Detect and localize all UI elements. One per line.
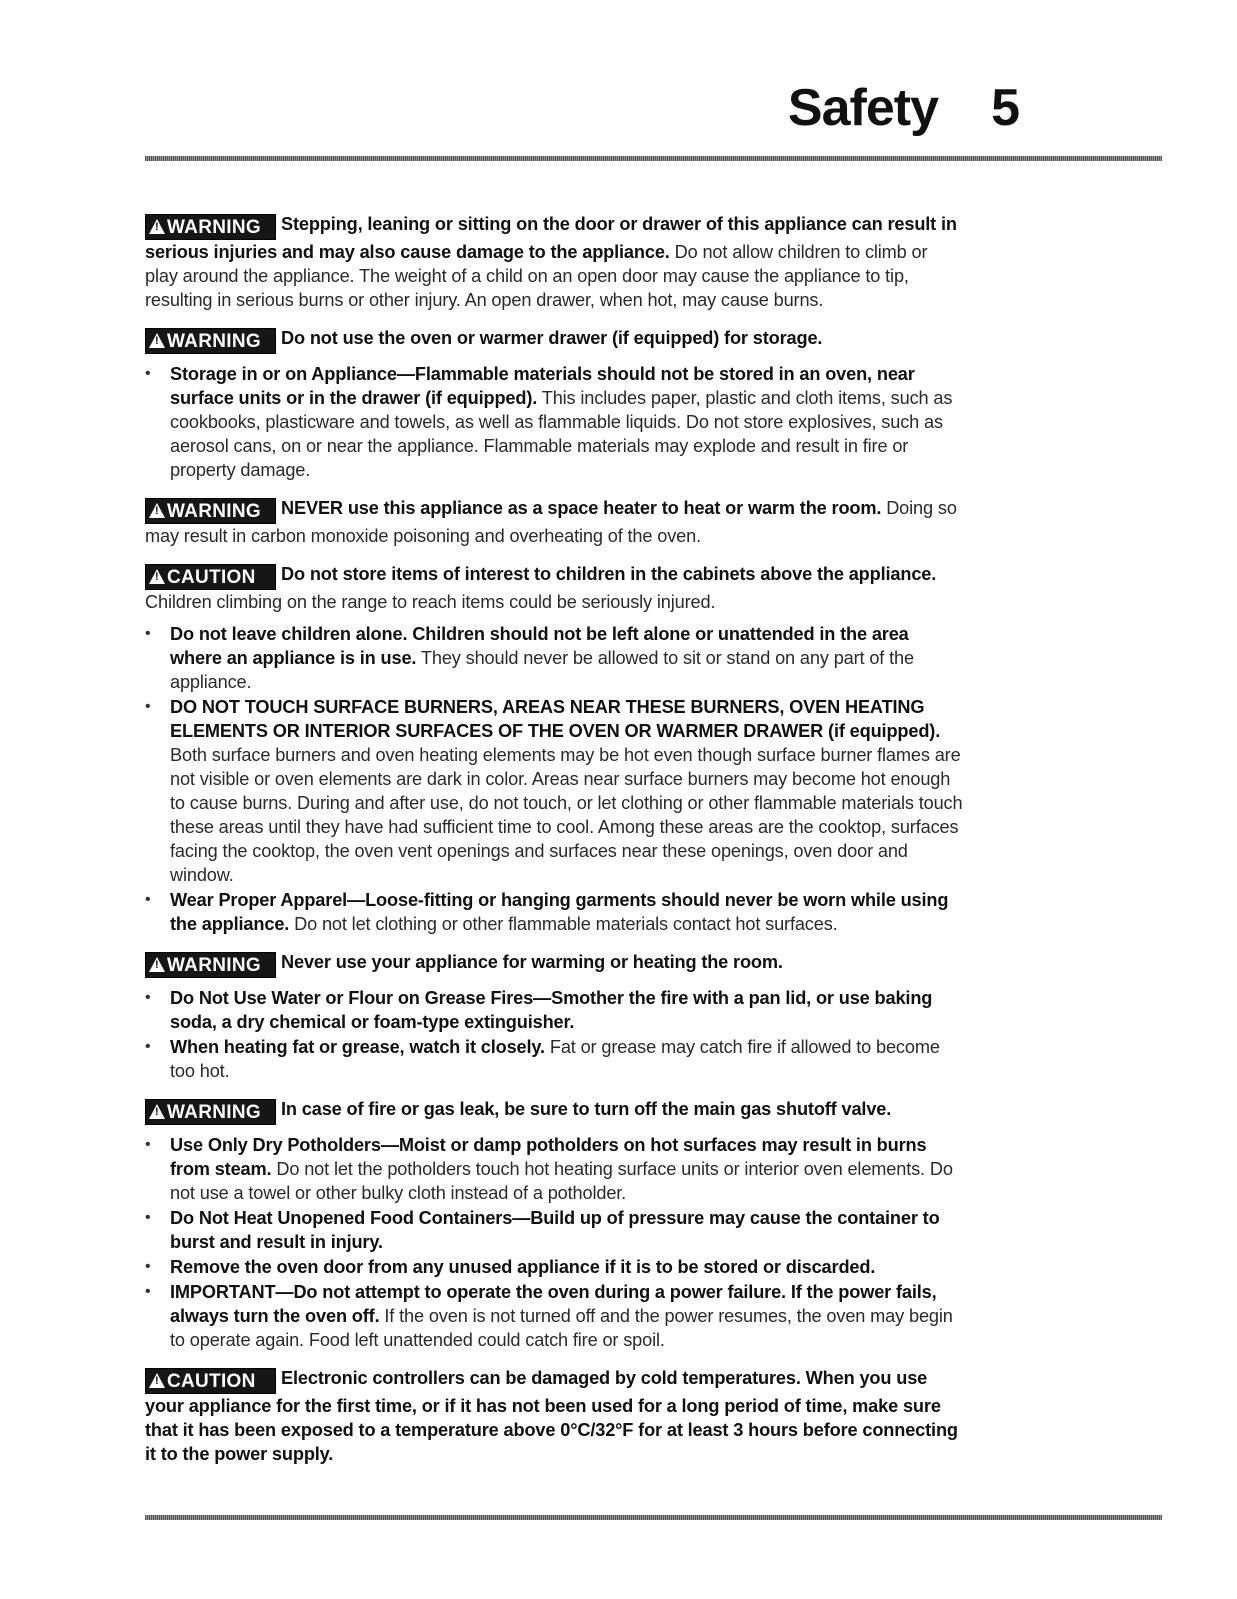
alert-triangle-icon — [149, 503, 165, 518]
warning-label: !WARNING — [145, 328, 276, 354]
alert-triangle-icon — [149, 569, 165, 584]
list-item: • Remove the oven door from any unused appliance if it is to be stored or discarded. — [145, 1255, 963, 1279]
block-lead — [145, 950, 963, 978]
block-text: Children climbing on the range to reach items could be seriously injured. — [145, 592, 716, 612]
bullet-list — [145, 986, 963, 1083]
warning-block — [145, 950, 963, 1083]
block-lead — [145, 496, 963, 548]
page-title: Safety — [787, 79, 938, 137]
bullet-list — [145, 622, 963, 936]
warning-label: !WARNING — [145, 952, 276, 978]
warning-label: !WARNING — [145, 1099, 276, 1125]
warning-block — [145, 212, 963, 312]
page-number: 5 — [991, 79, 1020, 137]
block-heading: Do not store items of interest to children in the cabinets above the appliance. — [281, 564, 937, 584]
block-heading: Stepping, leaning or sitting on the door or drawer of this appliance can result in serious injuries and may also cause damage to the appliance. — [145, 214, 957, 262]
warning-label: !WARNING — [145, 498, 276, 524]
page-header — [0, 78, 1160, 148]
alert-triangle-icon — [149, 1104, 165, 1119]
alert-triangle-icon — [149, 957, 165, 972]
block-lead — [145, 212, 963, 312]
block-heading: Never use your appliance for warming or heating the room. — [281, 952, 783, 972]
footer-rule — [145, 1515, 1162, 1520]
header-rule — [145, 156, 1162, 161]
list-item: • Storage in or on Appliance—Flammable materials should not be stored in an oven, near surface units or in the drawer (if equipped). This includes paper, plastic and cloth items, such as cookbooks, plasticware and towels, as well as flammable liquids. Do not store explosives, such as aerosol cans, on or near the appliance. Flammable materials may explode and result in fire or property damage. — [145, 362, 963, 482]
bullet-list — [145, 1133, 963, 1352]
block-text: Do not allow children to climb or play around the appliance. The weight of a child on an open door may cause the appliance to tip, resulting in serious burns or other injury. An open drawer, when hot, may cause burns. — [145, 242, 928, 310]
block-heading: Electronic controllers can be damaged by cold temperatures. When you use your appliance for the first time, or if it has not been used for a long period of time, make sure that it has been exposed to a temperature above 0°C/32°F for at least 3 hours before connecting it to the power supply. — [145, 1368, 958, 1464]
alert-triangle-icon — [149, 333, 165, 348]
block-heading: NEVER use this appliance as a space heater to heat or warm the room. — [281, 498, 882, 518]
warning-label: !WARNING — [145, 214, 276, 240]
list-item: • Do not leave children alone. Children should not be left alone or unattended in the area where an appliance is in use. They should never be allowed to sit or stand on any part of the appliance. — [145, 622, 963, 694]
caution-block — [145, 562, 963, 936]
list-item: • Do Not Use Water or Flour on Grease Fires—Smother the fire with a pan lid, or use baking soda, a dry chemical or foam-type extinguisher. — [145, 986, 963, 1034]
caution-label: !CAUTION — [145, 564, 276, 590]
list-item: • DO NOT TOUCH SURFACE BURNERS, AREAS NEAR THESE BURNERS, OVEN HEATING ELEMENTS OR INTERIOR SURFACES OF THE OVEN OR WARMER DRAWER (if equipped). Both surface burners and oven heating elements may be hot even though surface burner flames are not visible or oven elements are dark in color. Areas near surface burners may become hot enough to cause burns. During and after use, do not touch, or let clothing or other flammable materials touch these areas until they have had sufficient time to cool. Among these areas are the cooktop, surfaces facing the cooktop, the oven vent openings and surfaces near these openings, oven door and window. — [145, 695, 963, 887]
list-item: • IMPORTANT—Do not attempt to operate the oven during a power failure. If the power fails, always turn the oven off. If the oven is not turned off and the power resumes, the oven may begin to operate again. Food left unattended could catch fire or spoil. — [145, 1280, 963, 1352]
alert-triangle-icon — [149, 219, 165, 234]
bullet-list — [145, 362, 963, 482]
block-lead — [145, 1097, 963, 1125]
warning-block — [145, 496, 963, 548]
safety-content — [145, 212, 963, 1480]
warning-block — [145, 326, 963, 482]
caution-label: !CAUTION — [145, 1368, 276, 1394]
block-text: Doing so may result in carbon monoxide poisoning and overheating of the oven. — [145, 498, 957, 546]
list-item: • When heating fat or grease, watch it closely. Fat or grease may catch fire if allowed to become too hot. — [145, 1035, 963, 1083]
list-item: • Wear Proper Apparel—Loose-fitting or hanging garments should never be worn while using the appliance. Do not let clothing or other flammable materials contact hot surfaces. — [145, 888, 963, 936]
alert-triangle-icon — [149, 1373, 165, 1388]
block-lead — [145, 1366, 963, 1466]
warning-block — [145, 1097, 963, 1352]
list-item: • Use Only Dry Potholders—Moist or damp potholders on hot surfaces may result in burns from steam. Do not let the potholders touch hot heating surface units or interior oven elements. Do not use a towel or other bulky cloth instead of a potholder. — [145, 1133, 963, 1205]
block-lead — [145, 326, 963, 354]
list-item: • Do Not Heat Unopened Food Containers—Build up of pressure may cause the container to burst and result in injury. — [145, 1206, 963, 1254]
caution-block — [145, 1366, 963, 1466]
block-lead — [145, 562, 963, 614]
block-heading: In case of fire or gas leak, be sure to turn off the main gas shutoff valve. — [281, 1099, 892, 1119]
block-heading: Do not use the oven or warmer drawer (if equipped) for storage. — [281, 328, 823, 348]
